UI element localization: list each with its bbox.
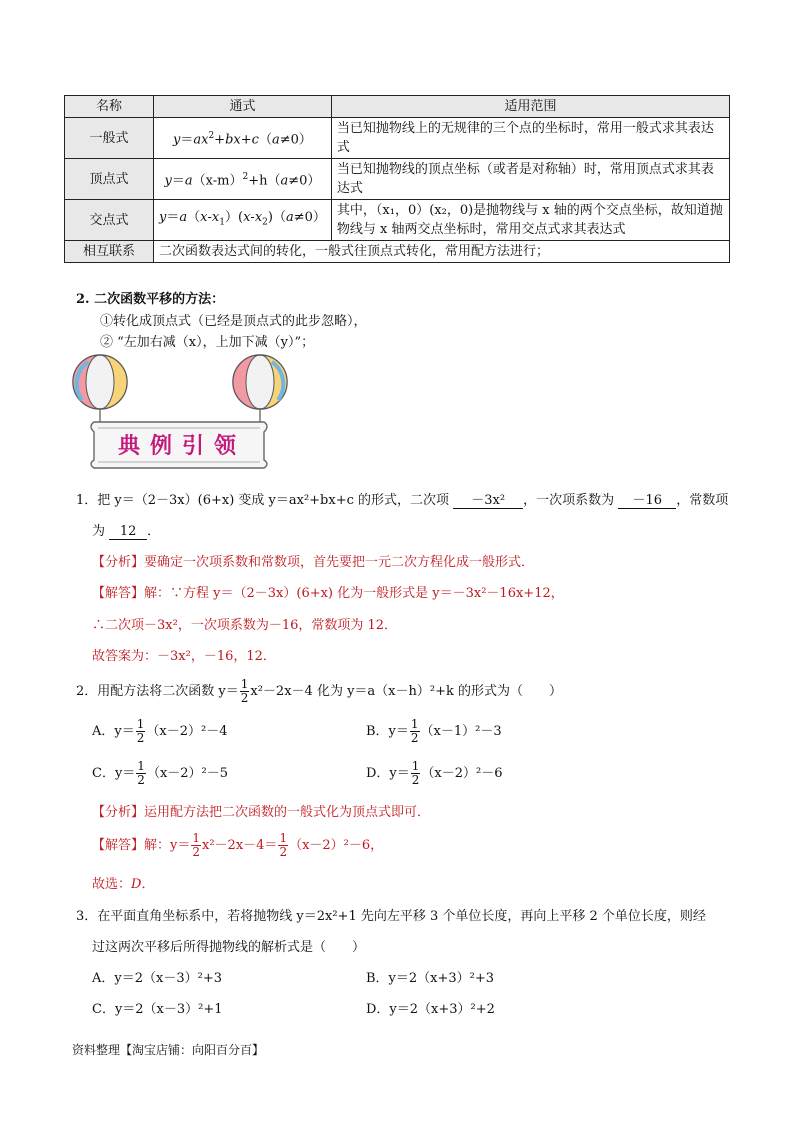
q1-answer-text: 解：∵方程 y＝（2－3x）(6+x) 化为一般形式是 y＝－3x²－16x+12， (144, 586, 564, 601)
q1-stem-mid: ，一次项系数为 (523, 493, 619, 508)
footer-source: 资料整理【淘宝店铺：向阳百分百】 (72, 1043, 265, 1057)
q2-final-pre: 故选： (92, 877, 132, 892)
option-fraction (136, 718, 146, 745)
q1-blank3: 12 (109, 524, 147, 540)
frac-num: 1 (410, 717, 419, 731)
option-label: B．y＝ (366, 724, 409, 739)
answer-tag: 【解答】 (92, 838, 145, 853)
frac-den: 2 (240, 691, 249, 705)
frac-den: 2 (192, 845, 201, 859)
option-tail: （x－2）²－6 (421, 766, 503, 781)
section2-item2: ② “左加右减（x），上加下减（y）”； (100, 335, 315, 350)
q2-stem-fraction (240, 678, 250, 705)
frac-num: 1 (279, 831, 288, 845)
table-row (65, 159, 730, 200)
q1-line2-post: ． (147, 524, 161, 539)
formula-table (64, 95, 730, 263)
option-label: C．y＝ (92, 766, 136, 781)
q2-answer-mid: x²－2x－4＝ (202, 838, 278, 853)
q1-line2 (92, 520, 160, 540)
section2-item1: ①转化成顶点式（已经是顶点式的此步忽略）， (100, 314, 367, 329)
header-scope: 适用范围 (331, 96, 729, 118)
frac-num: 1 (192, 831, 201, 845)
banner-title: 典例引领 (118, 434, 247, 459)
q2-answer-post: （x－2）²－6， (289, 838, 384, 853)
frac-den: 2 (410, 731, 419, 745)
row-name: 顶点式 (65, 159, 154, 200)
option-tail: （x－2）²－4 (146, 724, 228, 739)
table-header-row (65, 96, 730, 118)
frac-den: 2 (411, 773, 420, 787)
option-fraction (136, 760, 146, 787)
q1-blank1: －3x² (453, 489, 523, 509)
row-formula: $y=ax^2+bx+c(a\ne 0)$ (154, 118, 332, 159)
row-formula: $y=a(x-m)^2+h(a\ne 0)$ (154, 159, 332, 200)
q1-stem-post: ，常数项 (676, 493, 729, 508)
q1-line2-pre: 为 (92, 524, 110, 539)
frac-den: 2 (136, 731, 145, 745)
analysis-tag: 【分析】 (92, 805, 145, 820)
q2-stem-pre: 2．用配方法将二次函数 y＝ (76, 684, 239, 699)
answer-fraction (191, 832, 201, 859)
q2-answer-pre: 解：y＝ (144, 838, 191, 853)
table-row (65, 118, 730, 159)
q2-option-d (366, 760, 503, 787)
q3-line2: 过这两次平移后所得抛物线的解析式是（ ） (92, 940, 366, 955)
header-name: 名称 (65, 96, 154, 118)
left-ball-icon (73, 355, 127, 428)
answer-tag: 【解答】 (92, 586, 145, 601)
q2-option-c (92, 760, 228, 787)
right-ball-icon (233, 355, 287, 428)
frac-num: 1 (137, 759, 145, 773)
q2-answer (92, 832, 383, 859)
row-name: 一般式 (65, 118, 154, 159)
q3-option-c: C．y＝2（x－3）²+1 (92, 1002, 223, 1017)
q2-analysis-text: 运用配方法把二次函数的一般式化为顶点式即可． (144, 805, 431, 820)
option-tail: （x－1）²－3 (420, 724, 502, 739)
row-name: 相互联系 (65, 241, 154, 263)
header-formula: 通式 (154, 96, 332, 118)
table-row (65, 200, 730, 241)
section2-heading: 2. 二次函数平移的方法： (76, 292, 225, 307)
q1-final: 故答案为：－3x²，－16，12． (92, 649, 276, 664)
q2-final-answer: D (131, 877, 142, 892)
q3-option-b: B．y＝2（x+3）²+3 (366, 971, 495, 986)
q1-blank2: －16 (618, 489, 676, 509)
option-tail: （x－2）²－5 (146, 766, 229, 781)
q2-final-post: ． (141, 877, 155, 892)
option-label: D．y＝ (366, 766, 410, 781)
row-formula: $y=a(x-x_1)(x-x_2)(a\ne 0)$ (154, 200, 332, 241)
q3-option-d: D．y＝2（x+3）²+2 (366, 1002, 495, 1017)
row-scope: 二次函数表达式间的转化，一般式往顶点式转化，常用配方法进行； (154, 241, 730, 263)
row-scope: 当已知抛物线的顶点坐标（或者是对称轴）时，常用顶点式求其表达式 (331, 159, 729, 200)
frac-num: 1 (136, 717, 145, 731)
analysis-tag: 【分析】 (92, 555, 145, 570)
row-scope: 当已知抛物线上的无规律的三个点的坐标时，常用一般式求其表达式 (331, 118, 729, 159)
q2-option-a (92, 718, 227, 745)
q2-stem-post: x²－2x－4 化为 y＝a（x－h）²+k 的形式为（ ） (250, 684, 562, 699)
q3-option-a: A．y＝2（x－3）²+3 (92, 971, 222, 986)
option-fraction (410, 718, 420, 745)
option-fraction (411, 760, 421, 787)
row-name: 交点式 (65, 200, 154, 241)
row-scope: 其中，（x₁，0）(x₂，0)是抛物线与 x 轴的两个交点坐标，故知道抛物线与 x 轴两交点坐标时，常用交点式求其表达式 (331, 200, 729, 241)
frac-num: 1 (240, 677, 249, 691)
q2-analysis (92, 801, 430, 820)
q1-line1 (76, 489, 728, 509)
frac-num: 1 (411, 759, 420, 773)
q1-analysis-text: 要确定一次项系数和常数项，首先要把一元二次方程化成一般形式． (144, 555, 535, 570)
q3-line1: 3．在平面直角坐标系中，若将抛物线 y＝2x²+1 先向左平移 3 个单位长度，再向上平移 2 个单位长度，则经 (76, 909, 706, 924)
q2-option-b (366, 718, 502, 745)
q1-answer (92, 582, 564, 601)
q1-step2: ∴二次项－3x²，一次项系数为－16，常数项为 12． (92, 618, 398, 633)
answer-fraction (278, 832, 288, 859)
option-label: A．y＝ (92, 724, 135, 739)
q2-final (92, 873, 154, 892)
frac-den: 2 (279, 845, 288, 859)
table-row (65, 241, 730, 263)
q2-stem (76, 678, 562, 705)
frac-den: 2 (137, 773, 145, 787)
q1-analysis (92, 551, 534, 570)
q1-stem: 1．把 y＝（2－3x）(6+x) 变成 y＝ax²+bx+c 的形式，二次项 (76, 493, 454, 508)
